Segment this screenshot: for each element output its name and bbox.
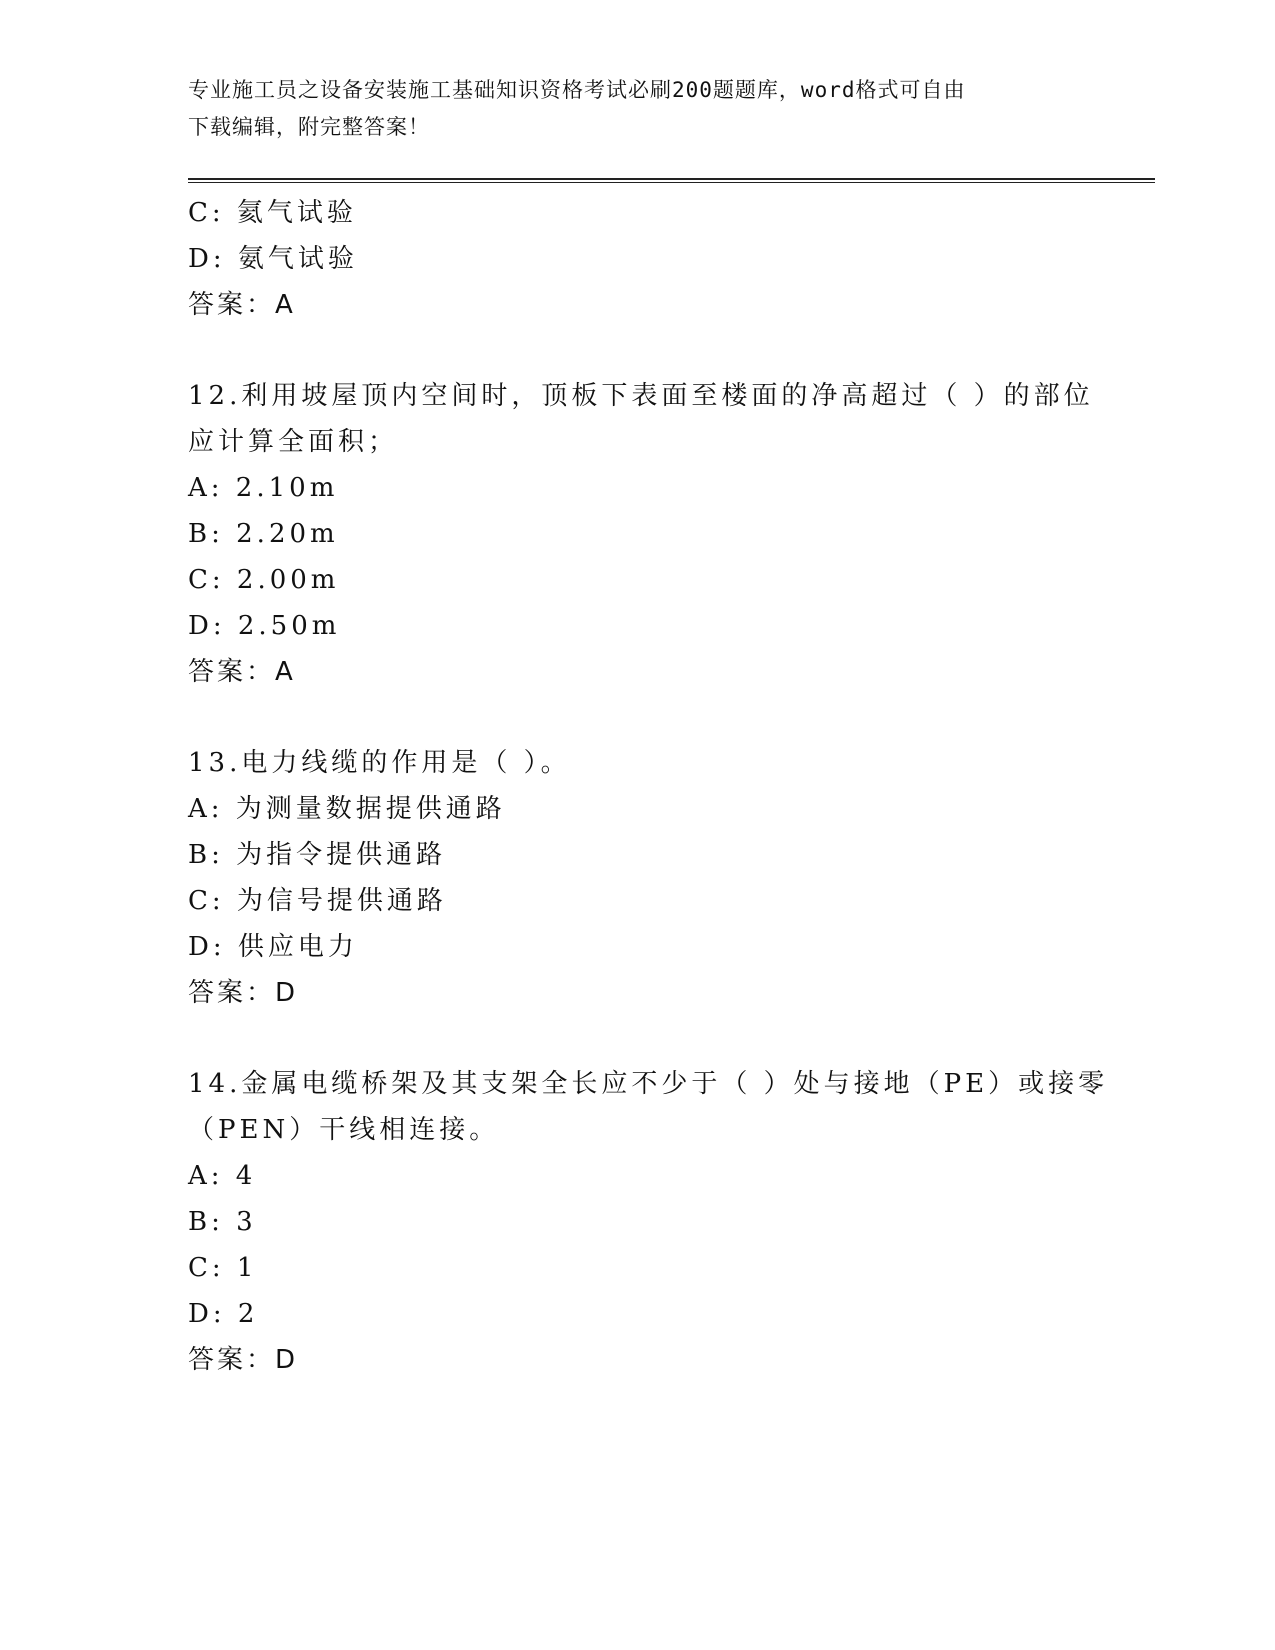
option-c: C: 氦气试验 [188, 198, 357, 228]
question-stem: 14.金属电缆桥架及其支架全长应不少于（ ）处与接地（PE）或接零 [188, 1069, 1109, 1099]
option-d: D: 2 [188, 1299, 259, 1329]
question-stem: 12.利用坡屋顶内空间时，顶板下表面至楼面的净高超过（ ）的部位 [188, 381, 1094, 411]
question-12 [188, 373, 1094, 695]
option-c: C: 为信号提供通路 [188, 886, 447, 916]
option-a: A: 2.10m [188, 473, 339, 503]
option-b: B: 2.20m [188, 519, 339, 549]
question-stem-continued: （PEN）干线相连接。 [188, 1115, 500, 1145]
option-a: A: 为测量数据提供通路 [188, 794, 506, 824]
answer: 答案：A [188, 657, 296, 687]
header-title-line-2: 下载编辑，附完整答案！ [188, 115, 430, 139]
header-divider [188, 178, 1155, 183]
question-13 [188, 740, 1088, 1016]
question-stem-continued: 应计算全面积； [188, 427, 399, 457]
answer: 答案：D [188, 1345, 299, 1375]
option-d: D: 2.50m [188, 611, 341, 641]
option-b: B: 3 [188, 1207, 257, 1237]
option-d: D: 氨气试验 [188, 244, 358, 274]
option-c: C: 1 [188, 1253, 258, 1283]
answer: 答案：D [188, 978, 299, 1008]
question-14 [188, 1061, 1109, 1383]
document-body [188, 190, 1109, 1383]
option-a: A: 4 [188, 1161, 257, 1191]
document-header [188, 72, 1068, 146]
answer: 答案：A [188, 290, 296, 320]
option-b: B: 为指令提供通路 [188, 840, 447, 870]
option-d: D: 供应电力 [188, 932, 358, 962]
question-11-continued [188, 190, 1088, 328]
question-stem: 13.电力线缆的作用是（ ）。 [188, 748, 571, 778]
header-title-line-1: 专业施工员之设备安装施工基础知识资格考试必刷200题题库，word格式可自由 [188, 78, 966, 102]
option-c: C: 2.00m [188, 565, 340, 595]
